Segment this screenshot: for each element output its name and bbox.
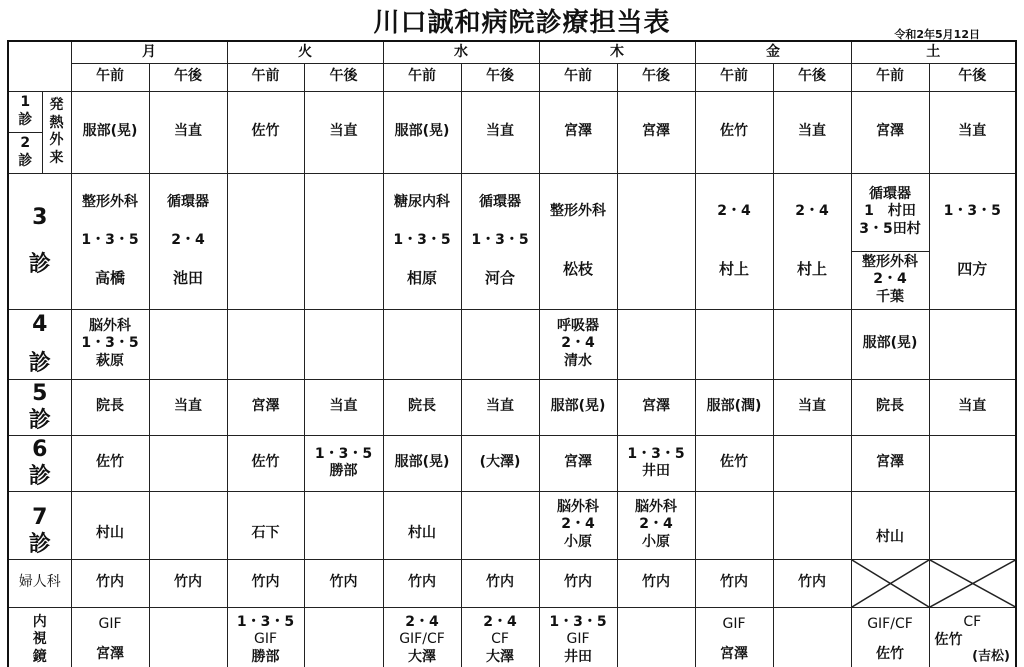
row-clinic-1-2: [8, 91, 1016, 132]
cell-r4-wed-pm: [461, 309, 539, 379]
cell-gyn-mon-am: 竹内: [71, 559, 149, 607]
cell-endo-wed-pm: 2・4 CF 大澤: [461, 607, 539, 667]
day-header-sat: 土: [851, 41, 1016, 63]
row-label-clinic-6: 6 診: [8, 435, 71, 491]
cross-out-icon: [930, 560, 1016, 607]
pm-header: 午後: [773, 63, 851, 91]
cell-gyn-sat-am-closed: [851, 559, 929, 607]
am-header: 午前: [851, 63, 929, 91]
am-header: 午前: [383, 63, 461, 91]
cell-r4-fri-pm: [773, 309, 851, 379]
row-label-clinic-4: 4 診: [8, 309, 71, 379]
am-header: 午前: [227, 63, 304, 91]
cell-r12-fri-pm: 当直: [773, 91, 851, 173]
cell-r4-tue-pm: [304, 309, 383, 379]
ampm-header-row: [8, 63, 1016, 91]
pm-header: 午後: [304, 63, 383, 91]
day-header-fri: 金: [695, 41, 851, 63]
row-label-clinic-1: 1 診: [8, 91, 42, 132]
cell-endo-sat-pm: CF 佐竹 (吉松): [929, 607, 1016, 667]
cell-r3-sat-am-orthopedics: 整形外科 2・4 千葉: [851, 251, 929, 309]
cell-endo-thu-pm: [617, 607, 695, 667]
day-header-mon: 月: [71, 41, 227, 63]
cell-r12-mon-pm: 当直: [149, 91, 227, 173]
cell-r5-thu-am: 服部(晃): [539, 379, 617, 435]
cell-r5-wed-pm: 当直: [461, 379, 539, 435]
cell-r6-tue-pm: 1・3・5 勝部: [304, 435, 383, 491]
cell-gyn-fri-pm: 竹内: [773, 559, 851, 607]
cell-endo-fri-pm: [773, 607, 851, 667]
cell-endo-fri-am: GIF 宮澤: [695, 607, 773, 667]
cell-r6-fri-am: 佐竹: [695, 435, 773, 491]
cell-r7-sat-am: 村山: [851, 491, 929, 559]
cell-r3-wed-pm: 循環器 1・3・5 河合: [461, 173, 539, 309]
row-label-clinic-7: 7 診: [8, 491, 71, 559]
cell-r12-wed-am: 服部(晃): [383, 91, 461, 173]
row-label-endoscopy: 内 視 鏡: [8, 607, 71, 667]
row-clinic-4: [8, 309, 1016, 379]
schedule-table: [7, 40, 1017, 667]
row-endoscopy: [8, 607, 1016, 667]
cell-gyn-tue-am: 竹内: [227, 559, 304, 607]
row-gynecology: [8, 559, 1016, 607]
row-label-gynecology: 婦人科: [8, 559, 71, 607]
cell-r3-tue-am: [227, 173, 304, 309]
cell-gyn-sat-pm-closed: [929, 559, 1016, 607]
cell-endo-mon-am: GIF 宮澤: [71, 607, 149, 667]
cell-r4-tue-am: [227, 309, 304, 379]
cell-r7-tue-pm: [304, 491, 383, 559]
cell-endo-sat-am: GIF/CF 佐竹: [851, 607, 929, 667]
pm-header: 午後: [461, 63, 539, 91]
cell-r4-sat-am: 服部(晃): [851, 309, 929, 379]
cell-gyn-mon-pm: 竹内: [149, 559, 227, 607]
cell-r3-mon-am: 整形外科 1・3・5 高橋: [71, 173, 149, 309]
cell-r4-fri-am: [695, 309, 773, 379]
cell-r4-sat-pm: [929, 309, 1016, 379]
pm-header: 午後: [149, 63, 227, 91]
cell-r7-mon-am: 村山: [71, 491, 149, 559]
cell-r6-wed-am: 服部(晃): [383, 435, 461, 491]
cell-r12-tue-pm: 当直: [304, 91, 383, 173]
cell-r5-fri-pm: 当直: [773, 379, 851, 435]
row-label-fever-clinic: 発 熱 外 来: [42, 91, 71, 173]
cell-endo-tue-am: 1・3・5 GIF 勝部: [227, 607, 304, 667]
am-header: 午前: [539, 63, 617, 91]
cell-endo-wed-am: 2・4 GIF/CF 大澤: [383, 607, 461, 667]
corner-cell: [8, 41, 71, 91]
cell-r5-mon-am: 院長: [71, 379, 149, 435]
day-header-row: [8, 41, 1016, 63]
cell-r7-fri-am: [695, 491, 773, 559]
cell-r4-mon-am: 脳外科 1・3・5 萩原: [71, 309, 149, 379]
cell-r12-thu-am: 宮澤: [539, 91, 617, 173]
cell-r4-thu-am: 呼吸器 2・4 清水: [539, 309, 617, 379]
cell-r6-sat-am: 宮澤: [851, 435, 929, 491]
cell-r6-mon-pm: [149, 435, 227, 491]
row-label-clinic-2: 2 診: [8, 132, 42, 173]
cell-r12-thu-pm: 宮澤: [617, 91, 695, 173]
cell-r6-fri-pm: [773, 435, 851, 491]
cell-r7-tue-am: 石下: [227, 491, 304, 559]
cell-endo-mon-pm: [149, 607, 227, 667]
cell-r3-thu-pm: [617, 173, 695, 309]
cell-r7-mon-pm: [149, 491, 227, 559]
cell-r5-thu-pm: 宮澤: [617, 379, 695, 435]
cell-r12-wed-pm: 当直: [461, 91, 539, 173]
issue-date: 令和2年5月12日: [894, 28, 980, 41]
cell-gyn-tue-pm: 竹内: [304, 559, 383, 607]
row-label-clinic-3: 3 診: [8, 173, 71, 309]
cell-r7-wed-am: 村山: [383, 491, 461, 559]
cell-r3-sat-pm: 1・3・5 四方: [929, 173, 1016, 309]
cross-out-icon: [852, 560, 929, 607]
row-clinic-7: [8, 491, 1016, 559]
cell-endo-tue-pm: [304, 607, 383, 667]
cell-r5-tue-pm: 当直: [304, 379, 383, 435]
cell-r6-tue-am: 佐竹: [227, 435, 304, 491]
row-clinic-6: [8, 435, 1016, 491]
am-header: 午前: [71, 63, 149, 91]
cell-r3-fri-pm: 2・4 村上: [773, 173, 851, 309]
day-header-thu: 木: [539, 41, 695, 63]
cell-r5-sat-pm: 当直: [929, 379, 1016, 435]
cell-r6-thu-pm: 1・3・5 井田: [617, 435, 695, 491]
cell-r7-fri-pm: [773, 491, 851, 559]
cell-r3-wed-am: 糖尿内科 1・3・5 相原: [383, 173, 461, 309]
cell-r3-fri-am: 2・4 村上: [695, 173, 773, 309]
cell-r4-mon-pm: [149, 309, 227, 379]
cell-r7-sat-pm: [929, 491, 1016, 559]
page-title: 川口誠和病院診療担当表: [373, 8, 671, 38]
row-clinic-5: [8, 379, 1016, 435]
cell-gyn-wed-am: 竹内: [383, 559, 461, 607]
pm-header: 午後: [617, 63, 695, 91]
cell-r5-tue-am: 宮澤: [227, 379, 304, 435]
cell-gyn-thu-pm: 竹内: [617, 559, 695, 607]
row-label-clinic-5: 5 診: [8, 379, 71, 435]
cell-r5-fri-am: 服部(潤): [695, 379, 773, 435]
cell-r12-sat-pm: 当直: [929, 91, 1016, 173]
cell-gyn-fri-am: 竹内: [695, 559, 773, 607]
cell-gyn-thu-am: 竹内: [539, 559, 617, 607]
cell-r7-wed-pm: [461, 491, 539, 559]
cell-r6-wed-pm: (大澤): [461, 435, 539, 491]
cell-r6-sat-pm: [929, 435, 1016, 491]
cell-r4-wed-am: [383, 309, 461, 379]
cell-endo-thu-am: 1・3・5 GIF 井田: [539, 607, 617, 667]
row-clinic-3: [8, 173, 1016, 251]
pm-header: 午後: [929, 63, 1016, 91]
day-header-wed: 水: [383, 41, 539, 63]
cell-r12-sat-am: 宮澤: [851, 91, 929, 173]
cell-r5-sat-am: 院長: [851, 379, 929, 435]
cell-gyn-wed-pm: 竹内: [461, 559, 539, 607]
cell-r3-thu-am: 整形外科 松枝: [539, 173, 617, 309]
cell-r5-mon-pm: 当直: [149, 379, 227, 435]
cell-r3-tue-pm: [304, 173, 383, 309]
cell-r12-mon-am: 服部(晃): [71, 91, 149, 173]
cell-r12-tue-am: 佐竹: [227, 91, 304, 173]
cell-r6-mon-am: 佐竹: [71, 435, 149, 491]
cell-r6-thu-am: 宮澤: [539, 435, 617, 491]
cell-r7-thu-am: 脳外科 2・4 小原: [539, 491, 617, 559]
am-header: 午前: [695, 63, 773, 91]
cell-r4-thu-pm: [617, 309, 695, 379]
cell-r7-thu-pm: 脳外科 2・4 小原: [617, 491, 695, 559]
cell-r3-mon-pm: 循環器 2・4 池田: [149, 173, 227, 309]
cell-r12-fri-am: 佐竹: [695, 91, 773, 173]
cell-r3-sat-am-cardiology: 循環器 1 村田 3・5田村: [851, 173, 929, 251]
day-header-tue: 火: [227, 41, 383, 63]
cell-r5-wed-am: 院長: [383, 379, 461, 435]
